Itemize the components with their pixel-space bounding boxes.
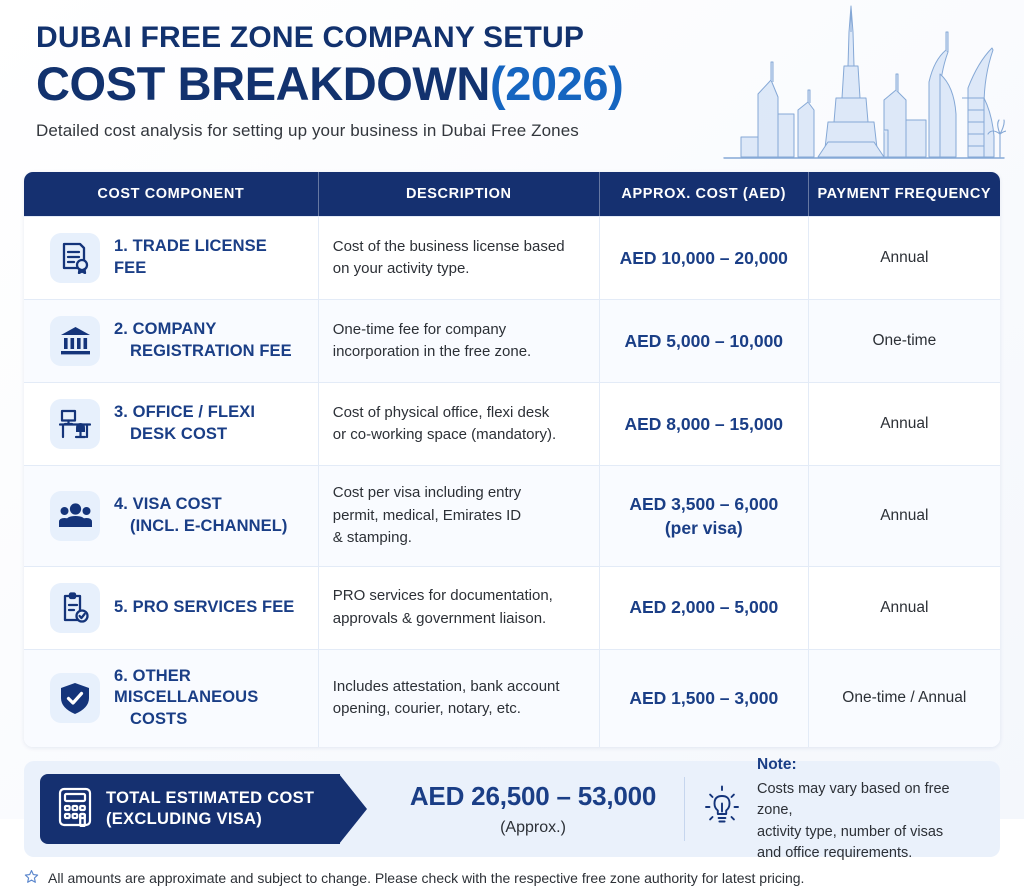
column-header-description: DESCRIPTION <box>319 172 600 216</box>
note-line: and office requirements. <box>757 845 913 861</box>
total-estimated-cost-label <box>106 788 314 831</box>
table-row <box>24 299 1000 382</box>
description-line: Cost of the business license based <box>332 237 565 255</box>
description-line: opening, courier, notary, etc. <box>332 700 521 718</box>
cost-value <box>614 412 794 436</box>
cell-payment-frequency <box>809 300 1000 382</box>
page-title-year: (2026) <box>489 57 624 111</box>
cell-payment-frequency <box>809 217 1000 299</box>
description-line: approvals & government liaison. <box>332 609 547 627</box>
people-group-icon <box>50 491 100 541</box>
cell-description <box>319 300 600 382</box>
table-row <box>24 216 1000 299</box>
cost-component-label-line1: 4. VISA COST <box>114 494 222 513</box>
disclaimer <box>24 869 1000 887</box>
page-subtitle: Detailed cost analysis for setting up your business in Dubai Free Zones <box>36 121 579 141</box>
cost-component-label <box>114 319 292 363</box>
cost-component-label-line1: 3. OFFICE / FLEXI <box>114 403 256 422</box>
clipboard-check-icon <box>50 583 100 633</box>
cost-value <box>614 492 794 540</box>
shield-check-icon <box>50 673 100 723</box>
table-row <box>24 465 1000 566</box>
cost-component-label-line1: 6. OTHER MISCELLANEOUS <box>114 666 259 707</box>
description-text <box>333 585 553 630</box>
cost-line: (per visa) <box>664 517 743 538</box>
frequency-value: One-time <box>872 332 937 349</box>
total-label-line2: (EXCLUDING VISA) <box>106 810 263 829</box>
cell-approx-cost <box>600 650 809 748</box>
frequency-value: One-time / Annual <box>842 689 967 707</box>
cell-payment-frequency <box>809 383 1000 465</box>
frequency-value: Annual <box>880 598 929 616</box>
description-line: & stamping. <box>332 529 412 546</box>
page-title-eyebrow: DUBAI FREE ZONE COMPANY SETUP <box>36 21 585 54</box>
cost-component-label <box>114 236 304 280</box>
summary-panel <box>24 756 1000 861</box>
cell-cost-component <box>24 217 319 299</box>
cost-component-label-line1: 5. PRO SERVICES FEE <box>114 597 295 616</box>
calculator-icon <box>58 787 92 832</box>
cell-cost-component <box>24 383 319 465</box>
cost-component-label <box>114 494 288 538</box>
description-line: incorporation in the free zone. <box>332 343 532 360</box>
cell-cost-component <box>24 466 319 566</box>
cell-approx-cost <box>600 567 809 649</box>
column-header-cost-component: COST COMPONENT <box>24 172 319 216</box>
disclaimer-text: All amounts are approximate and subject to change. Please check with the respective free zone authority for latest pricing. <box>48 870 805 887</box>
office-desk-icon <box>50 399 100 449</box>
cost-component-label <box>114 402 255 446</box>
cell-approx-cost <box>600 217 809 299</box>
table-row <box>24 566 1000 649</box>
description-text <box>333 319 531 364</box>
cost-component-label <box>114 597 294 619</box>
summary-divider <box>684 777 685 841</box>
cost-line: AED 2,000 – 5,000 <box>629 597 779 618</box>
description-line: or co-working space (mandatory). <box>332 426 557 443</box>
cell-approx-cost <box>600 300 809 382</box>
document-seal-icon <box>50 233 100 283</box>
note-text <box>757 754 982 864</box>
description-line: PRO services for documentation, <box>332 587 553 604</box>
description-text <box>333 236 565 281</box>
cost-component-label-line2: REGISTRATION FEE <box>130 342 292 360</box>
cell-approx-cost <box>600 466 809 566</box>
total-estimated-cost-badge <box>40 774 340 844</box>
cost-component-label-line2: COSTS <box>130 710 188 729</box>
total-label-line1: TOTAL ESTIMATED COST <box>106 788 315 807</box>
cell-cost-component <box>24 300 319 382</box>
total-amount-value: AED 26,500 – 53,000 <box>409 781 657 812</box>
cost-breakdown-table <box>24 172 1000 747</box>
description-line: Cost of physical office, flexi desk <box>332 403 550 421</box>
description-line: permit, medical, Emirates ID <box>332 506 522 524</box>
cell-payment-frequency <box>809 650 1000 748</box>
frequency-value: Annual <box>880 506 929 524</box>
cell-cost-component <box>24 567 319 649</box>
cost-line: AED 1,500 – 3,000 <box>629 688 779 709</box>
note-body <box>757 779 982 865</box>
bank-building-icon <box>50 316 100 366</box>
description-line: Cost per visa including entry <box>332 484 522 501</box>
note-block <box>701 754 982 864</box>
cost-line: AED 8,000 – 15,000 <box>624 413 784 434</box>
cost-line: AED 5,000 – 10,000 <box>624 330 784 351</box>
description-text <box>333 676 560 721</box>
cell-payment-frequency <box>809 567 1000 649</box>
table-body <box>24 216 1000 747</box>
cell-description <box>319 217 600 299</box>
note-line: activity type, number of visas <box>757 823 944 840</box>
cell-payment-frequency <box>809 466 1000 566</box>
description-text <box>333 402 556 447</box>
table-row <box>24 649 1000 748</box>
cost-value <box>614 686 794 710</box>
cost-value <box>614 329 794 353</box>
frequency-value: Annual <box>880 249 929 266</box>
description-line: Includes attestation, bank account <box>332 677 560 695</box>
dubai-skyline-icon <box>716 2 1006 167</box>
cost-line: AED 3,500 – 6,000 <box>629 493 779 514</box>
description-text <box>333 482 521 550</box>
cell-approx-cost <box>600 383 809 465</box>
table-row <box>24 382 1000 465</box>
lightbulb-icon <box>701 785 743 834</box>
note-title: Note: <box>757 756 797 774</box>
cost-value <box>614 246 794 270</box>
frequency-value: Annual <box>880 415 929 432</box>
note-line: Costs may vary based on free zone, <box>757 780 950 819</box>
star-outline-icon <box>24 869 39 887</box>
description-line: One-time fee for company <box>332 320 507 338</box>
cell-description <box>319 383 600 465</box>
description-line: on your activity type. <box>332 260 470 277</box>
page-title-main: COST BREAKDOWN <box>36 57 490 111</box>
header <box>0 0 1024 168</box>
cost-component-label-line1: 2. COMPANY <box>114 320 217 339</box>
cost-component-label-line1: 1. TRADE LICENSE FEE <box>114 237 267 277</box>
cost-component-label-line2: (INCL. E-CHANNEL) <box>130 516 288 535</box>
cell-description <box>319 567 600 649</box>
cost-line: AED 10,000 – 20,000 <box>619 247 788 268</box>
cell-description <box>319 650 600 748</box>
cost-component-label-line2: DESK COST <box>130 425 228 443</box>
cost-component-label <box>114 666 304 732</box>
table-header-row <box>24 172 1000 216</box>
cell-cost-component <box>24 650 319 748</box>
total-approx-label: (Approx.) <box>500 819 566 837</box>
column-header-payment-frequency: PAYMENT FREQUENCY <box>817 186 992 202</box>
total-amount-block <box>388 781 678 837</box>
cost-value <box>614 595 794 619</box>
cell-description <box>319 466 600 566</box>
column-header-approx-cost: APPROX. COST (AED) <box>600 172 809 216</box>
